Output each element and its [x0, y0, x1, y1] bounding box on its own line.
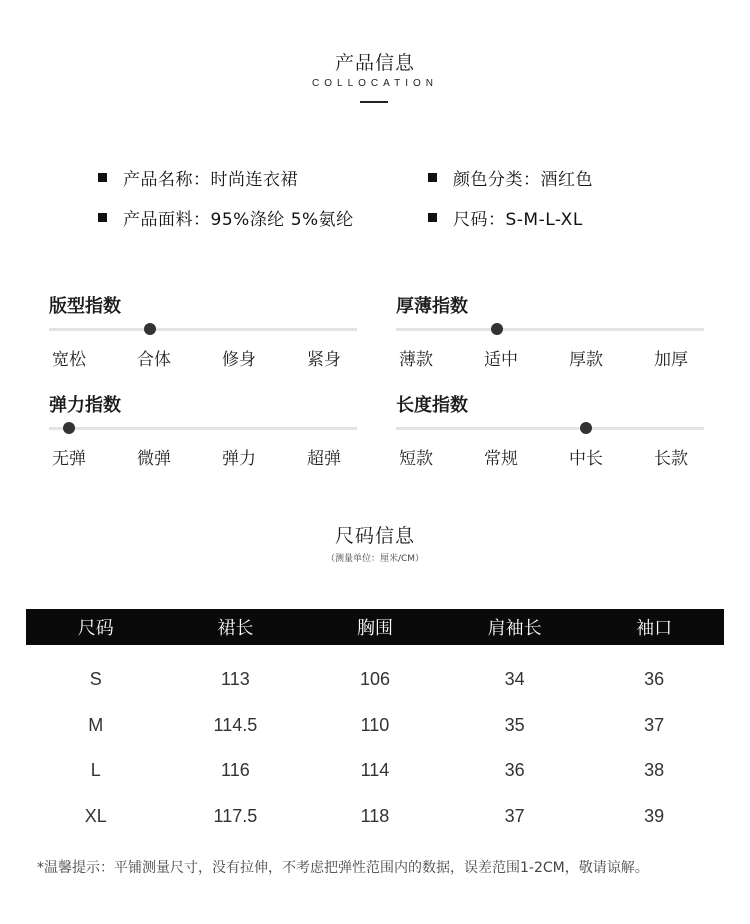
fit-index-title: 版型指数 — [49, 296, 121, 317]
info-item-fabric — [98, 205, 354, 230]
table-cell: M — [88, 714, 104, 735]
length-option: 长款 — [654, 449, 688, 469]
header-cell: 裙长 — [217, 618, 254, 639]
header-cell: 尺码 — [77, 618, 114, 639]
info-label: 产品名称： — [123, 170, 211, 190]
elasticity-index-title: 弹力指数 — [49, 395, 121, 416]
table-cell: 116 — [221, 760, 250, 781]
table-cell: 38 — [644, 760, 665, 781]
thickness-index-track — [396, 328, 704, 331]
length-index-track — [396, 427, 704, 430]
title-divider — [360, 101, 388, 103]
product-info-title: 产品信息 — [334, 52, 415, 74]
table-row — [26, 657, 724, 703]
thickness-option: 厚款 — [569, 350, 603, 370]
length-option: 短款 — [399, 449, 433, 469]
unit-note: （测量单位：厘米/CM） — [325, 554, 425, 564]
header-cell: 胸围 — [356, 618, 393, 639]
fit-option: 紧身 — [307, 350, 341, 370]
thickness-index — [396, 292, 704, 372]
table-cell: 114.5 — [213, 714, 258, 735]
table-cell: XL — [84, 805, 107, 826]
table-cell: 35 — [504, 714, 525, 735]
header-cell: 肩袖长 — [487, 618, 542, 639]
table-cell: 113 — [221, 669, 250, 690]
length-index-title: 长度指数 — [396, 395, 468, 416]
info-item-name — [98, 165, 298, 190]
table-row — [26, 748, 724, 794]
elasticity-index-marker — [63, 422, 75, 434]
product-info-subtitle: COLLOCATION — [312, 78, 438, 89]
info-label: 产品面料： — [123, 210, 211, 230]
info-value: 酒红色 — [540, 170, 593, 190]
table-cell: 39 — [644, 805, 665, 826]
elasticity-index — [49, 391, 357, 471]
info-value: 95%涤纶 5%氨纶 — [210, 210, 354, 230]
elasticity-index-track — [49, 427, 357, 430]
table-cell: 34 — [504, 669, 525, 690]
length-option: 中长 — [569, 449, 603, 469]
table-cell: 110 — [360, 714, 390, 735]
info-item-color — [428, 165, 593, 190]
elasticity-option: 超弹 — [307, 449, 341, 469]
footnote: *温馨提示：平铺测量尺寸，没有拉伸，不考虑把弹性范围内的数据，误差范围1-2CM，敬请谅解。 — [37, 860, 649, 876]
table-cell: 114 — [360, 760, 390, 781]
table-cell: 36 — [644, 669, 665, 690]
fit-option: 合体 — [137, 350, 171, 370]
fit-index-marker — [144, 323, 156, 335]
table-row — [26, 703, 724, 749]
bullet-icon — [98, 213, 107, 222]
info-value: 时尚连衣裙 — [210, 170, 298, 190]
elasticity-option: 无弹 — [52, 449, 86, 469]
bullet-icon — [428, 173, 437, 182]
table-cell: 37 — [504, 805, 525, 826]
bullet-icon — [98, 173, 107, 182]
table-cell: 106 — [359, 669, 390, 690]
length-index — [396, 391, 704, 471]
info-item-size — [428, 205, 583, 230]
thickness-option: 加厚 — [654, 350, 688, 370]
info-value: S-M-L-XL — [505, 210, 583, 230]
bullet-icon — [428, 213, 437, 222]
elasticity-option: 弹力 — [222, 449, 256, 469]
thickness-option: 适中 — [484, 350, 518, 370]
info-label: 颜色分类： — [453, 170, 541, 190]
table-body — [26, 645, 724, 839]
length-index-marker — [580, 422, 592, 434]
header-cell: 袖口 — [636, 618, 673, 639]
size-table — [26, 609, 724, 839]
fit-option: 宽松 — [52, 350, 86, 370]
table-cell: S — [89, 669, 102, 690]
table-cell: 117.5 — [213, 805, 258, 826]
table-row — [26, 794, 724, 840]
table-header — [26, 609, 724, 645]
elasticity-option: 微弹 — [137, 449, 171, 469]
size-info-title: 尺码信息 — [334, 525, 415, 547]
info-label: 尺码： — [453, 210, 506, 230]
thickness-option: 薄款 — [399, 350, 433, 370]
table-cell: 37 — [644, 714, 665, 735]
thickness-index-title: 厚薄指数 — [396, 296, 468, 317]
table-cell: 118 — [360, 805, 390, 826]
fit-index-track — [49, 328, 357, 331]
table-cell: 36 — [504, 760, 525, 781]
table-cell: L — [90, 760, 101, 781]
fit-option: 修身 — [222, 350, 256, 370]
fit-index — [49, 292, 357, 372]
thickness-index-marker — [491, 323, 503, 335]
length-option: 常规 — [484, 449, 518, 469]
